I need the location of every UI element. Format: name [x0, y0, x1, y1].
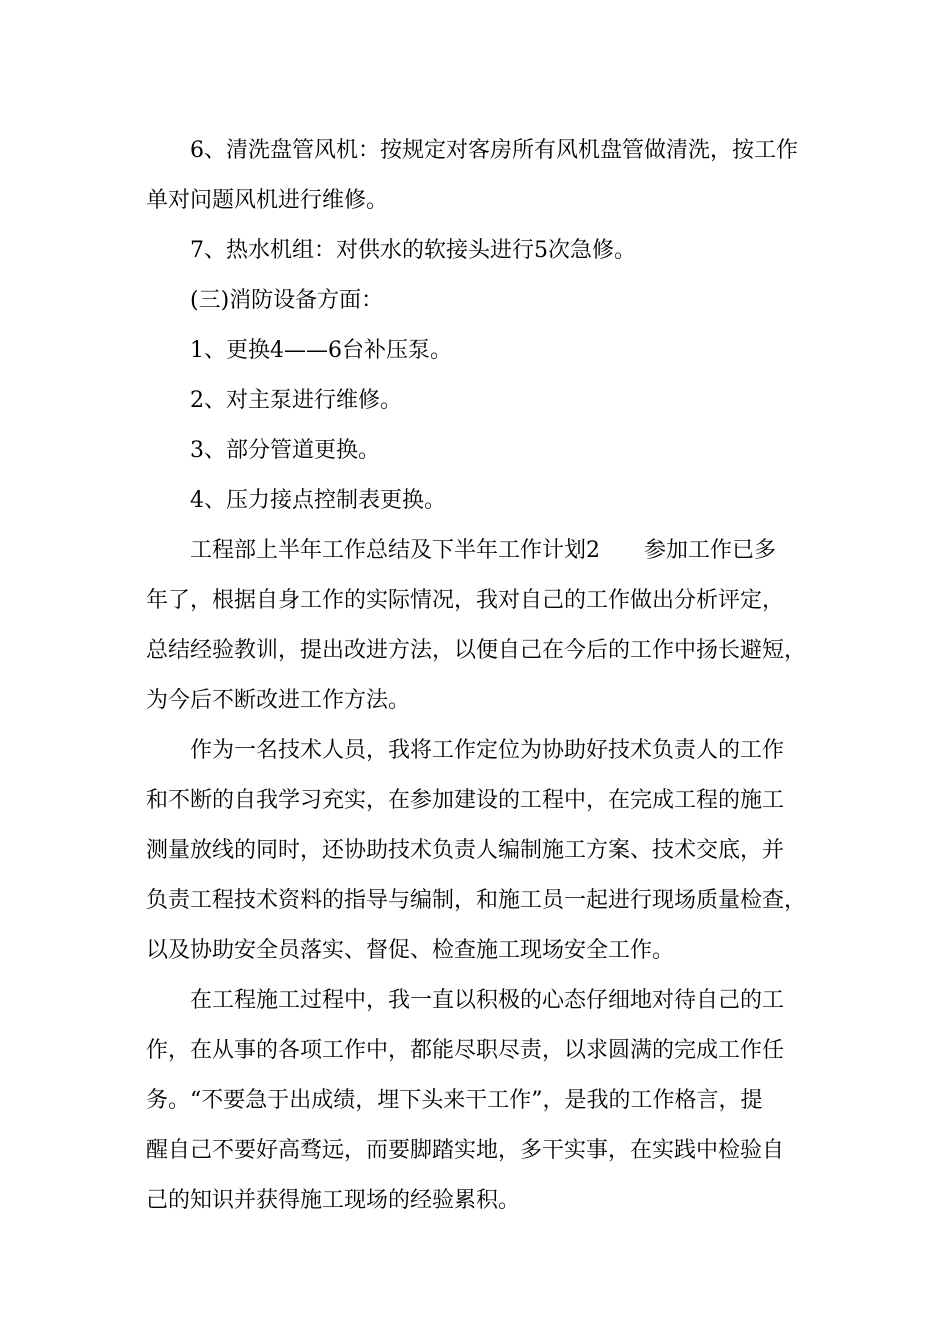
section-heading: (三)消防设备方面：	[190, 288, 384, 313]
text-line: 和不断的自我学习充实，在参加建设的工程中，在完成工程的施工	[146, 788, 785, 813]
text-line: 务。“不要急于出成绩，埋下头来干工作”，是我的工作格言，提	[146, 1088, 763, 1113]
list-item: 3、部分管道更换。	[190, 438, 380, 463]
text-line: 负责工程技术资料的指导与编制，和施工员一起进行现场质量检查，	[146, 888, 807, 913]
text-line: 以及协助安全员落实、督促、检查施工现场安全工作。	[146, 938, 675, 963]
text-line: 测量放线的同时，还协助技术负责人编制施工方案、技术交底，并	[146, 838, 785, 863]
text-line: 醒自己不要好高骛远，而要脚踏实地，多干实事，在实践中检验自	[146, 1138, 785, 1163]
text-line: 6、清洗盘管风机：按规定对客房所有风机盘管做清洗，按工作	[190, 138, 798, 163]
text-line: 工程部上半年工作总结及下半年工作计划2 参加工作已多	[190, 538, 776, 563]
list-item: 1、更换4——6台补压泵。	[190, 338, 452, 363]
text-line: 作为一名技术人员，我将工作定位为协助好技术负责人的工作	[190, 738, 785, 763]
text-line: 为今后不断改进工作方法。	[146, 688, 411, 713]
text-line: 作，在从事的各项工作中，都能尽职尽责，以求圆满的完成工作任	[146, 1038, 785, 1063]
text-line: 在工程施工过程中，我一直以积极的心态仔细地对待自己的工	[190, 988, 785, 1013]
text-line: 总结经验教训，提出改进方法，以便自己在今后的工作中扬长避短，	[146, 638, 807, 663]
text-line: 年了，根据自身工作的实际情况，我对自己的工作做出分析评定，	[146, 588, 785, 613]
text-line: 单对问题风机进行维修。	[146, 188, 389, 213]
list-item: 2、对主泵进行维修。	[190, 388, 402, 413]
list-item: 4、压力接点控制表更换。	[190, 488, 446, 513]
text-line: 己的知识并获得施工现场的经验累积。	[146, 1188, 521, 1213]
text-line: 7、热水机组：对供水的软接头进行5次急修。	[190, 238, 636, 263]
